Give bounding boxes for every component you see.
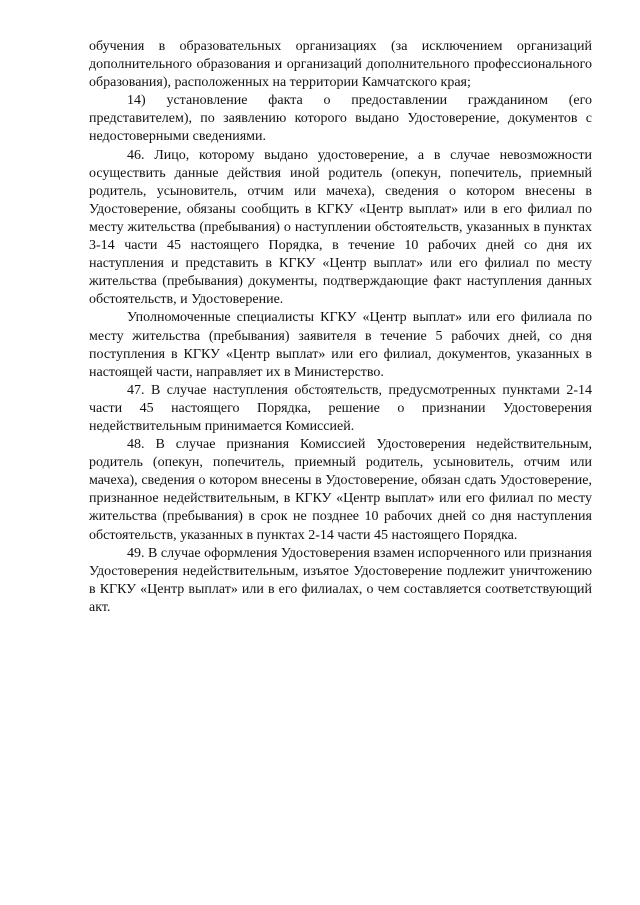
- paragraph-clause-46: 46. Лицо, которому выдано удостоверение, а в случае невозможности осуществить данные действия иной родитель (опекун, попечитель, приемный родитель, усыновитель, отчим или мачеха), сведения о котором внесены в Удостоверение, обязаны сообщить в КГКУ «Центр выплат» или в его филиал по месту жительства (пребывания) о наступлении обстоятельств, указанных в пунктах 3-14 части 45 настоящего Порядка, в течение 10 рабочих дней со дня их наступления и представить в КГКУ «Центр выплат» или его филиал по месту жительства (пребывания) документы, подтверждающие факт наступления данных обстоятельств, и Удостоверение.: [89, 147, 592, 308]
- paragraph-clause-49: 49. В случае оформления Удостоверения взамен испорченного или признания Удостоверения недействительным, изъятое Удостоверение подлежит уничтожению в КГКУ «Центр выплат» или в его филиалах, о чем составляется соответствующий акт.: [89, 545, 592, 615]
- paragraph-clause-48: 48. В случае признания Комиссией Удостоверения недействительным, родитель (опекун, попечитель, приемный родитель, усыновитель, отчим или мачеха), сведения о котором внесены в Удостоверение, обязан сдать Удостоверение, признанное недействительным, в КГКУ «Центр выплат» или его филиал по месту жительства (пребывания) в срок не позднее 10 рабочих дней со дня наступления обстоятельств, указанных в пунктах 2-14 части 45 настоящего Порядка.: [89, 437, 592, 543]
- paragraph-clause-46-specialists: Уполномоченные специалисты КГКУ «Центр выплат» или его филиала по месту жительства (пребывания) заявителя в течение 5 рабочих дней, со дня поступления в КГКУ «Центр выплат» или его филиал, документов, указанных в настоящей части, направляет их в Министерство.: [89, 310, 592, 380]
- paragraph-item-14: 14) установление факта о предоставлении гражданином (его представителем), по заявлению которого выдано Удостоверение, документов с недостоверными сведениями.: [89, 93, 592, 145]
- paragraph-item-13-continuation: обучения в образовательных организациях (за исключением организаций дополнительного образования и организаций дополнительного профессионального образования), расположенных на территории Камчатского края;: [89, 39, 592, 91]
- paragraph-clause-47: 47. В случае наступления обстоятельств, предусмотренных пунктами 2-14 части 45 настоящего Порядка, решение о признании Удостоверения недействительным принимается Комиссией.: [89, 382, 592, 434]
- document-page: [89, 38, 592, 617]
